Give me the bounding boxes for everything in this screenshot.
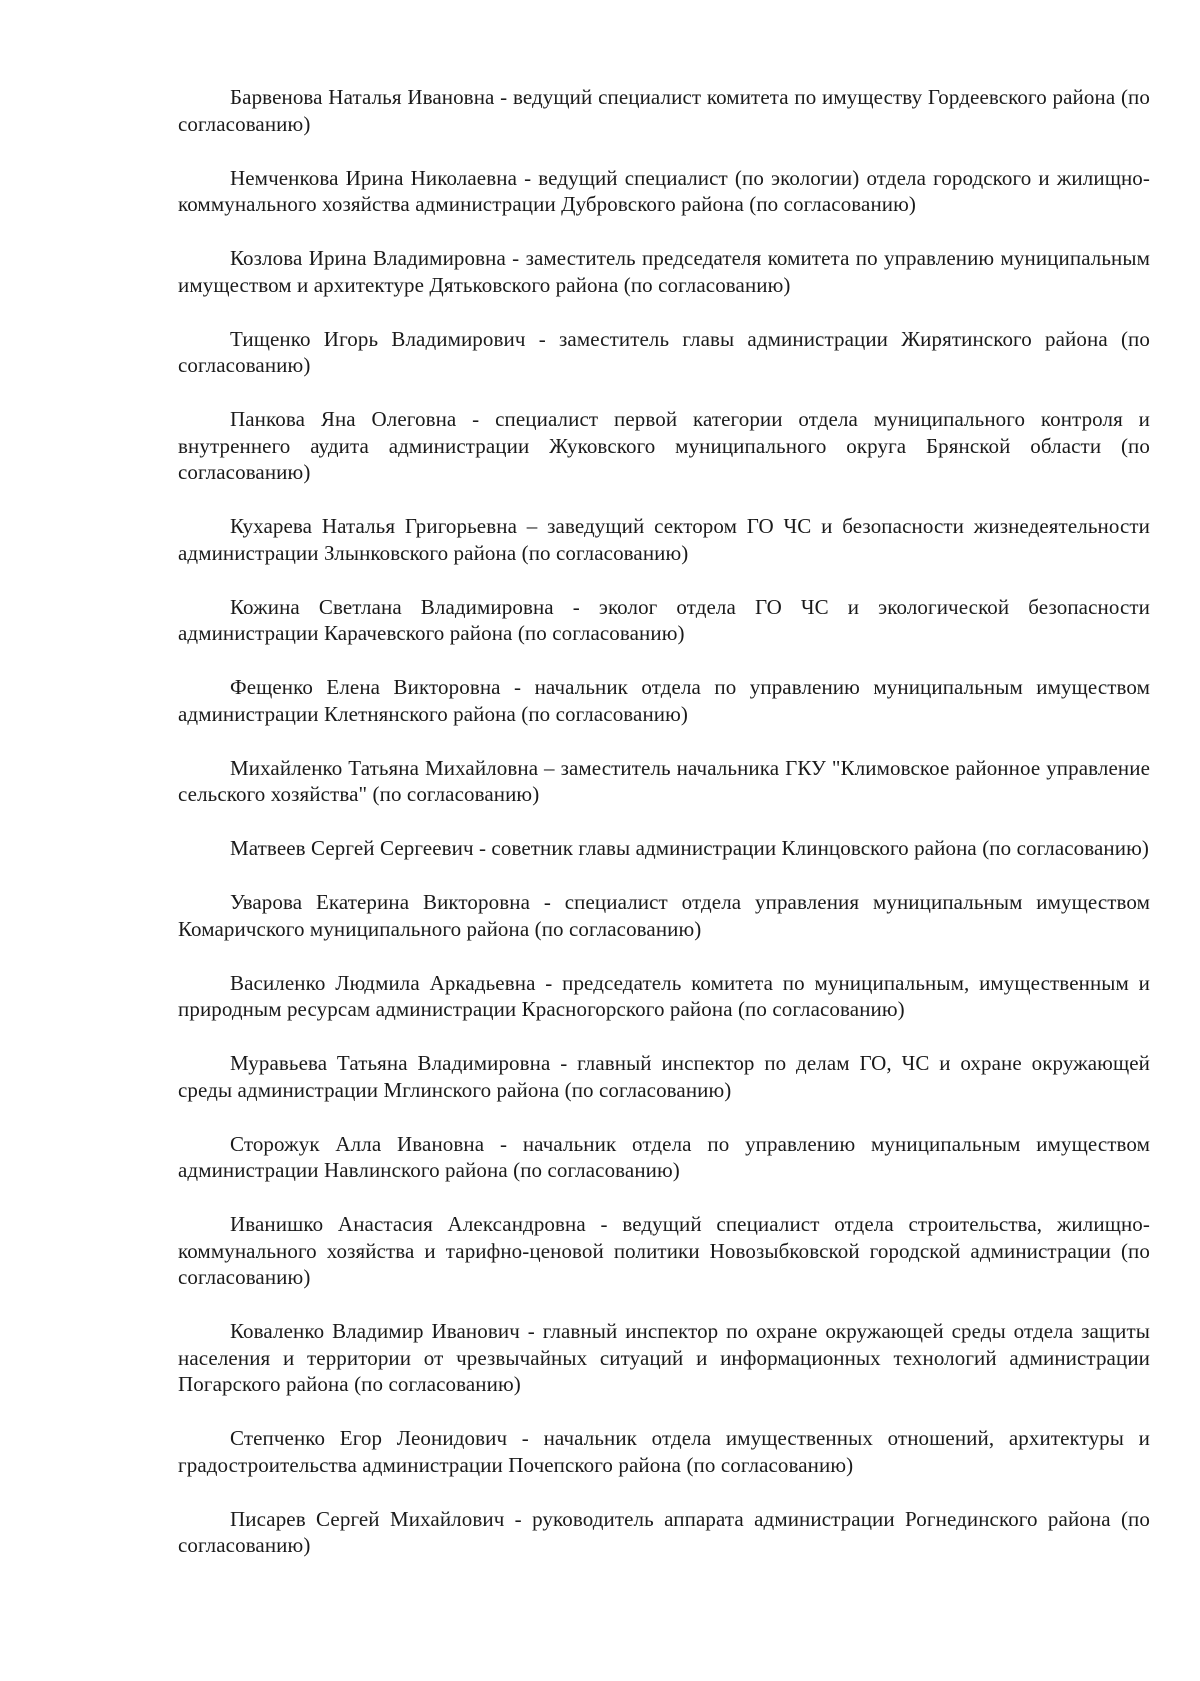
member-entry-kukhareva: Кухарева Наталья Григорьевна – заведущий сектором ГО ЧС и безопасности жизнедеятельности администрации Злынковского района (по согласованию) [178,514,1150,565]
member-entry-ivanishko: Иванишко Анастасия Александровна - ведущий специалист отдела строительства, жилищно-коммунального хозяйства и тарифно-ценовой политики Новозыбковской городской администрации (по согласованию) [178,1212,1150,1289]
member-entry-kovalenko: Коваленко Владимир Иванович - главный инспектор по охране окружающей среды отдела защиты населения и территории от чрезвычайных ситуаций и информационных технологий администрации Погарского района (по согласованию) [178,1319,1150,1396]
member-entry-feshchenko: Фещенко Елена Викторовна - начальник отдела по управлению муниципальным имуществом администрации Клетнянского района (по согласованию) [178,675,1150,726]
member-entry-barvenova: Барвенова Наталья Ивановна - ведущий специалист комитета по имуществу Гордеевского района (по согласованию) [178,85,1150,136]
member-entry-tishchenko: Тищенко Игорь Владимирович - заместитель главы администрации Жирятинского района (по согласованию) [178,326,1150,377]
member-entry-vasilenko: Василенко Людмила Аркадьевна - председатель комитета по муниципальным, имущественным и природным ресурсам администрации Красногорского района (по согласованию) [178,970,1150,1021]
member-entry-nemchenkova: Немченкова Ирина Николаевна - ведущий специалист (по экологии) отдела городского и жилищно-коммунального хозяйства администрации Дубровского района (по согласованию) [178,165,1150,216]
members-list [178,84,1150,1586]
member-entry-kozhina: Кожина Светлана Владимировна - эколог отдела ГО ЧС и экологической безопасности администрации Карачевского района (по согласованию) [178,594,1150,645]
member-entry-mikhailenko: Михайленко Татьяна Михайловна – заместитель начальника ГКУ "Климовское районное управление сельского хозяйства" (по согласованию) [178,755,1150,806]
member-entry-matveev: Матвеев Сергей Сергеевич - советник главы администрации Клинцовского района (по согласованию) [230,836,1149,860]
member-entry-uvarova: Уварова Екатерина Викторовна - специалист отдела управления муниципальным имуществом Комаричского муниципального района (по согласованию) [178,890,1150,941]
member-entry-muravyeva: Муравьева Татьяна Владимировна - главный инспектор по делам ГО, ЧС и охране окружающей среды администрации Мглинского района (по согласованию) [178,1051,1150,1102]
member-entry-pankova: Панкова Яна Олеговна - специалист первой категории отдела муниципального контроля и внутреннего аудита администрации Жуковского муниципального округа Брянской области (по согласованию) [178,407,1150,484]
member-entry-stepchenko: Степченко Егор Леонидович - начальник отдела имущественных отношений, архитектуры и градостроительства администрации Почепского района (по согласованию) [178,1426,1150,1477]
member-entry-kozlova: Козлова Ирина Владимировна - заместитель председателя комитета по управлению муниципальным имуществом и архитектуре Дятьковского района (по согласованию) [178,246,1150,297]
member-entry-storozhuk: Сторожук Алла Ивановна - начальник отдела по управлению муниципальным имуществом администрации Навлинского района (по согласованию) [178,1131,1150,1182]
member-entry-pisarev: Писарев Сергей Михайлович - руководитель аппарата администрации Рогнединского района (по согласованию) [178,1506,1150,1557]
